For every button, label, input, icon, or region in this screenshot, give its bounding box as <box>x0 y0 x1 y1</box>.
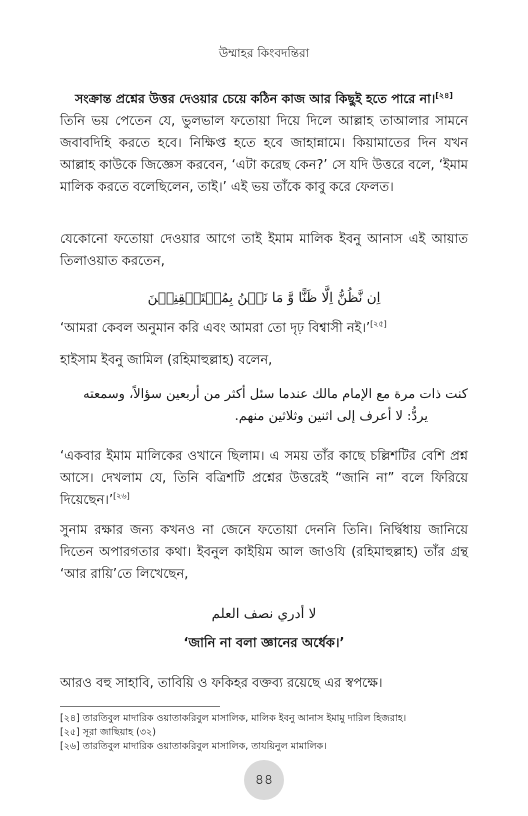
ayah-footnote-ref[interactable]: [২৫] <box>370 319 387 329</box>
paragraph-4: সুনাম রক্ষার জন্য কখনও না জেনে ফতোয়া দেননি তিনি। নির্দ্বিধায় জানিয়ে দিতেন অপারগতার কথা। ইবনুল কাইয়িম আল জাওযি (রহিমাহুল্লাহ) তাঁর গ্রন্থ ‘আর রায়ি’তে লিখেছেন, <box>60 523 468 582</box>
ayah-translation <box>60 318 468 340</box>
quote-translation <box>60 446 468 512</box>
paragraph-3: হাইসাম ইবনু জামিল (রহিমাহুল্লাহ) বলেন, <box>60 353 273 368</box>
running-head: উম্মাহর কিংবদন্তিরা <box>218 46 310 60</box>
paragraph-2: যেকোনো ফতোয়া দেওয়ার আগে তাই ইমাম মালিক ইবনু আনাস এই আয়াত তিলাওয়াত করতেন, <box>60 232 468 269</box>
page-number: ৪৪ <box>244 760 284 800</box>
arabic-quote-line-1: كنت ذات مرة مع الإمام مالك عندما سئل أكثر من أربعين سؤالاً، وسمعته <box>83 387 468 402</box>
ayah-translation-text: ‘আমরা কেবল অনুমান করি এবং আমরা তো দৃঢ় বিশ্বাসী নই।’ <box>60 321 371 336</box>
saying-translation: ‘জানি না বলা জ্ঞানের অর্ধেক।’ <box>183 636 345 651</box>
section-heading <box>60 88 468 110</box>
paragraph-5: আরও বহু সাহাবি, তাবিয়ি ও ফকিহর বক্তব্য রয়েছে এর স্বপক্ষে। <box>60 676 383 691</box>
footnote-26: [২৬] তারতিবুল মাদারিক ওয়াতাকরিবুল মাসালিক, তাযয়িনুল মামালিক। <box>60 741 327 752</box>
arabic-quote-line-2: يردُّ: لا أعرف إلى اثنين وثلاثين منهم. <box>234 409 428 424</box>
quote-footnote-ref[interactable]: [২৬] <box>113 491 130 501</box>
quote-translation-text: ‘একবার ইমাম মালিকের ওখানে ছিলাম। এ সময় তাঁর কাছে চল্লিশটির বেশি প্রশ্ন আসে। দেখলাম যে, তিনি বত্রিশটি প্রশ্নের উত্তরেই “জানি না” বলে ফিরিয়ে দিয়েছেন।’ <box>60 449 468 508</box>
arabic-quote <box>60 384 468 428</box>
heading-text: সংক্রান্ত প্রশ্নের উত্তর দেওয়ার চেয়ে কঠিন কাজ আর কিছুই হতে পারে না। <box>75 91 436 106</box>
arabic-saying: لا أدري نصف العلم <box>211 606 317 622</box>
footnote-divider <box>60 706 220 707</box>
heading-footnote-ref[interactable]: [২৪] <box>435 90 453 100</box>
ayah-arabic: اِن نَّظُنُّ اِلَّا ظَنًّا وَّ مَا نَحۡنُ بِمُسۡتَیۡقِنِیۡنَ <box>147 290 381 306</box>
footnote-24: [২৪] তারতিবুল মাদারিক ওয়াতাকরিবুল মাসালিক, মালিক ইবনু আনাস ইমামু দারিল হিজরাহ। <box>60 713 407 724</box>
footnote-25: [২৫] সূরা জাছিয়াহ (৩২) <box>60 727 156 738</box>
paragraph-1: তিনি ভয় পেতেন যে, ভুলভাল ফতোয়া দিয়ে দিলে আল্লাহ তাআলার সামনে জবাবদিহি করতে হবে। নিক্ষিপ্ত হতে হবে জাহান্নামে। কিয়ামাতের দিন যখন আল্লাহ কাউকে জিজ্ঞেস করবেন, ‘এটা করেছ কেন?’ সে যদি উত্তরে বলে, ‘ইমাম মালিক করতে বলেছিলেন, তাই।’ এই ভয় তাঁকে কাবু করে ফেলত। <box>60 114 468 195</box>
